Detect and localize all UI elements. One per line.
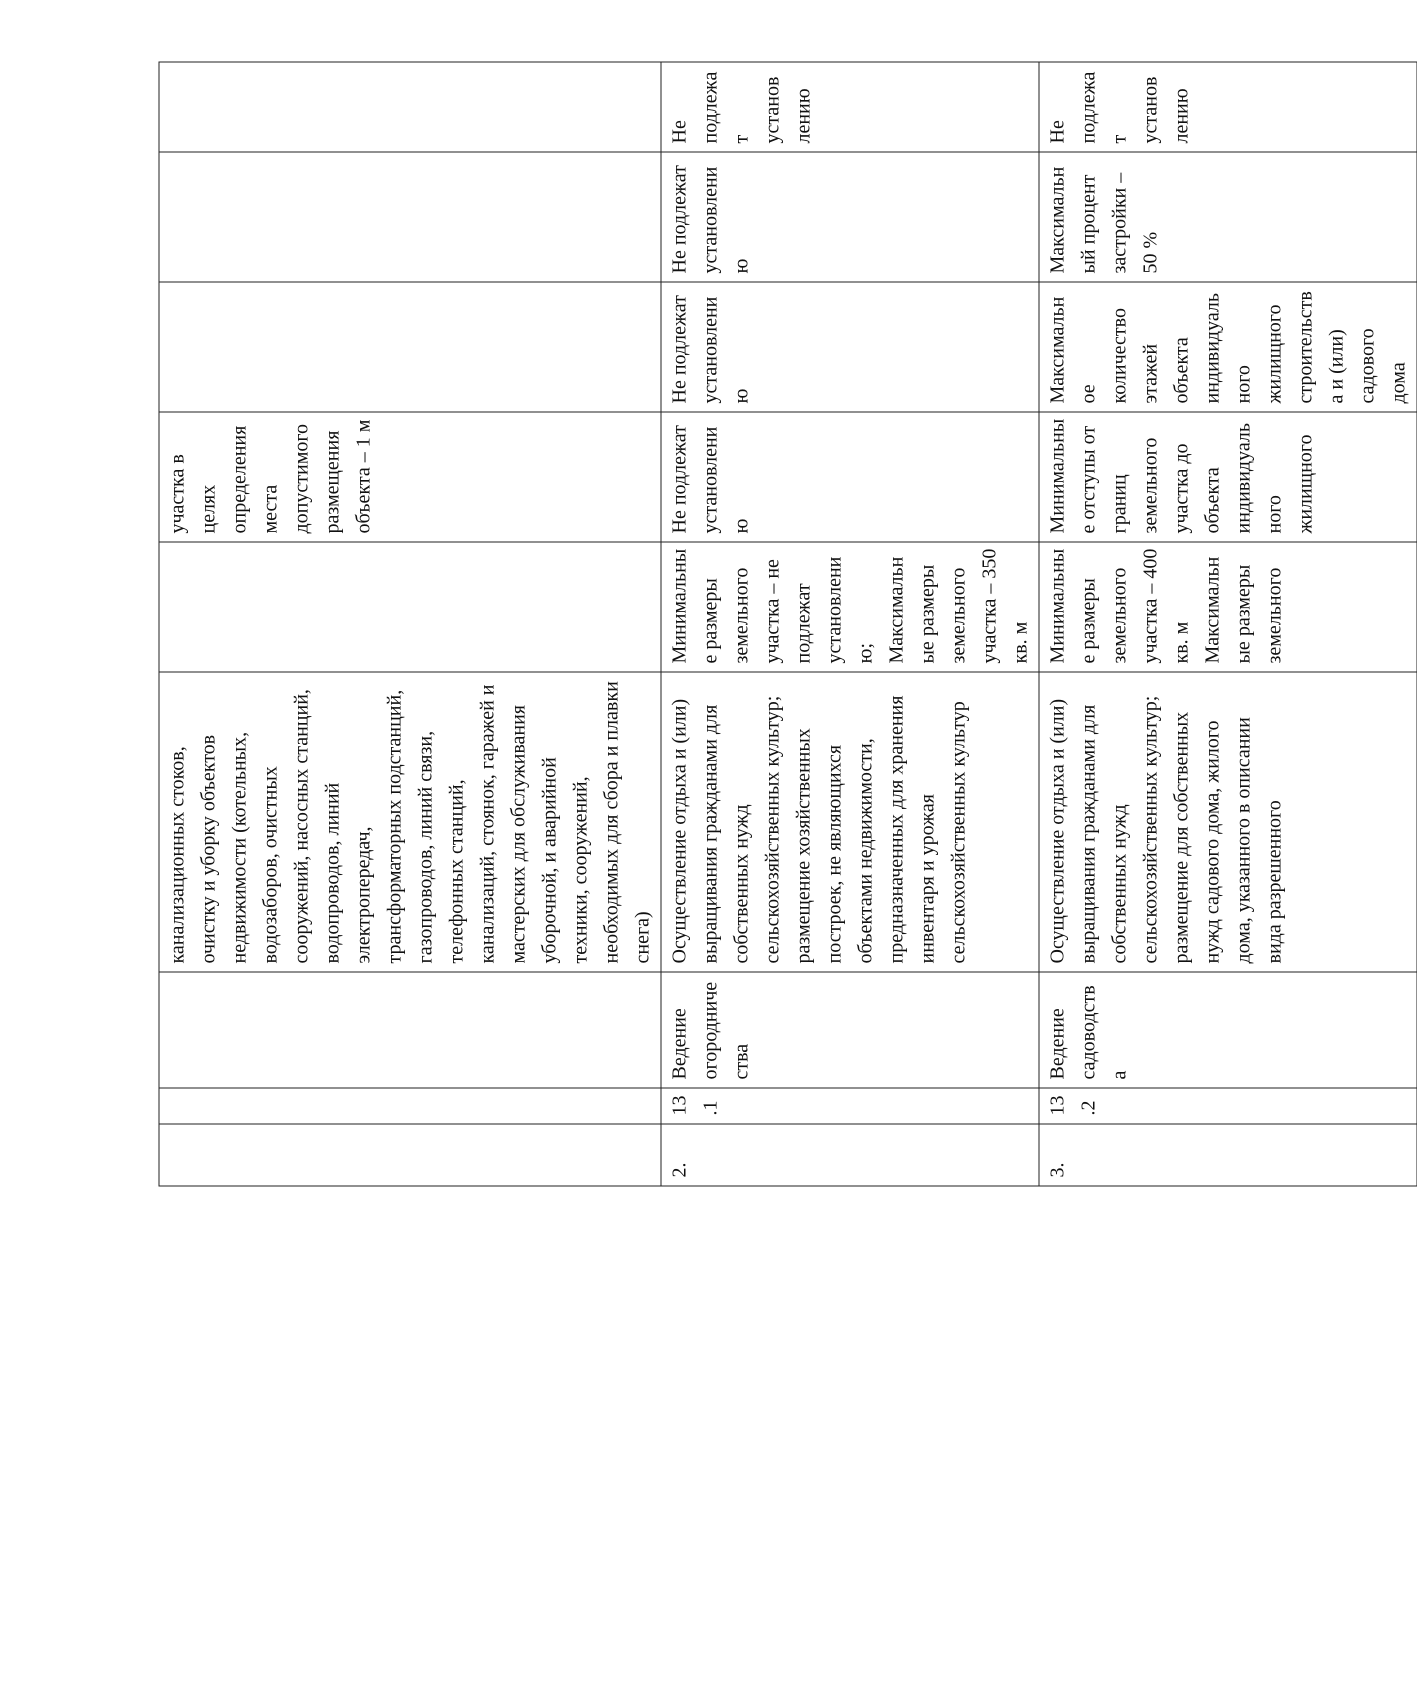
setbacks-cell: участка в целях определения места допустимого размещения объекта – 1 м bbox=[159, 412, 661, 542]
rotated-table-sheet bbox=[158, 62, 1409, 1186]
table-row bbox=[661, 62, 1039, 1186]
coverage-cell: Не подлежат установлению bbox=[661, 152, 1039, 282]
description-cell: Осуществление отдыха и (или) выращивания гражданами для собственных нужд сельскохозяйственных культур; размещение для собственных нужд садового дома, жилого дома, указанного в описании вида разрешенного bbox=[1039, 672, 1417, 972]
table-row bbox=[159, 62, 661, 1186]
other-params-cell bbox=[159, 62, 661, 152]
code-cell: 13.2 bbox=[1039, 1088, 1417, 1124]
floors-cell: Не подлежат установлению bbox=[661, 282, 1039, 412]
row-number-cell: 3. bbox=[1039, 1124, 1417, 1186]
other-params-cell: Не подлежат установлению bbox=[661, 62, 1039, 152]
plot-size-cell bbox=[159, 542, 661, 672]
setbacks-cell: Не подлежат установлению bbox=[661, 412, 1039, 542]
setbacks-cell: Минимальные отступы от границ земельного участка до объекта индивидуального жилищного bbox=[1039, 412, 1417, 542]
coverage-cell: Максимальный процент застройки – 50 % bbox=[1039, 152, 1417, 282]
plot-size-cell: Минимальные размеры земельного участка – не подлежат установлению; Максимальные размеры земельного участка – 350 кв. м bbox=[661, 542, 1039, 672]
land-use-regulations-table bbox=[158, 61, 1417, 1186]
description-cell: канализационных стоков, очистку и уборку объектов недвижимости (котельных, водозаборов, очистных сооружений, насосных станций, водопроводов, линий электропередач, трансформаторных подстанций, газопроводов, линий связи, телефонных станций, канализаций, стоянок, гаражей и мастерских для обслуживания уборочной, и аварийной техники, сооружений, необходимых для сбора и плавки снега) bbox=[159, 672, 661, 972]
use-name-cell: Ведение садоводства bbox=[1039, 972, 1417, 1088]
description-cell: Осуществление отдыха и (или) выращивания гражданами для собственных нужд сельскохозяйственных культур; размещение хозяйственных построек, не являющихся объектами недвижимости, предназначенных для хранения инвентаря и урожая сельскохозяйственных культур bbox=[661, 672, 1039, 972]
row-number-cell bbox=[159, 1124, 661, 1186]
code-cell bbox=[159, 1088, 661, 1124]
other-params-cell: Не подлежат установлению bbox=[1039, 62, 1417, 152]
row-number-cell: 2. bbox=[661, 1124, 1039, 1186]
coverage-cell bbox=[159, 152, 661, 282]
use-name-cell bbox=[159, 972, 661, 1088]
table-row bbox=[1039, 62, 1417, 1186]
plot-size-cell: Минимальные размеры земельного участка – 400 кв. м Максимальные размеры земельного bbox=[1039, 542, 1417, 672]
floors-cell bbox=[159, 282, 661, 412]
floors-cell: Максимальное количество этажей объекта индивидуального жилищного строительства и (или) садового дома bbox=[1039, 282, 1417, 412]
use-name-cell: Ведение огородничества bbox=[661, 972, 1039, 1088]
code-cell: 13.1 bbox=[661, 1088, 1039, 1124]
